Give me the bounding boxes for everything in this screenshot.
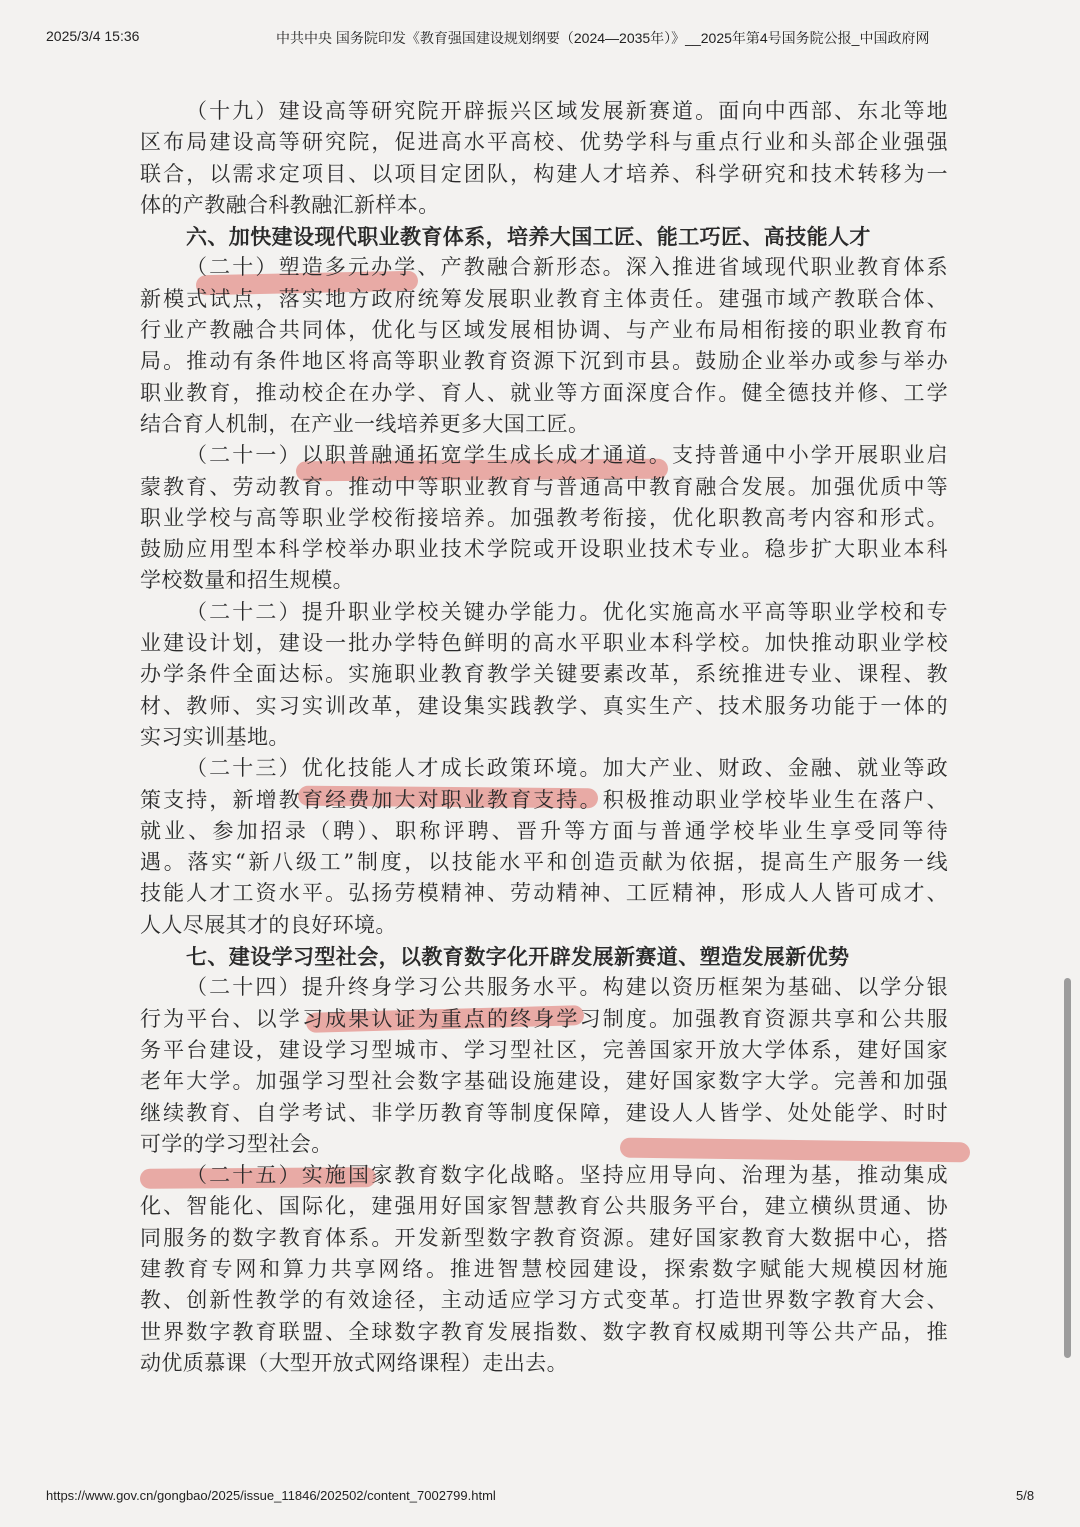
paragraph-line: 行业产教融合共同体，优化与区域发展相协调、与产业布局相衔接的职业教育布 [140,318,948,343]
paragraph-line: 遇。落实“新八级工”制度，以技能水平和创造贡献为依据，提高生产服务一线 [140,850,948,875]
paragraph-line: 策支持，新增教育经费加大对职业教育支持。积极推动职业学校毕业生在落户、 [140,787,948,812]
paragraph-line: （二十一）以职普融通拓宽学生成长成才通道。支持普通中小学开展职业启 [186,443,948,468]
page-number: 5/8 [1016,1488,1035,1503]
paragraph-line: （二十二）提升职业学校关键办学能力。优化实施高水平高等职业学校和专 [186,599,948,624]
paragraph-line: （二十）塑造多元办学、产教融合新形态。深入推进省域现代职业教育体系 [186,255,948,280]
paragraph-line: 业建设计划，建设一批办学特色鲜明的高水平职业本科学校。加快推动职业学校 [140,631,948,656]
paragraph-line: 区布局建设高等研究院，促进高水平高校、优势学科与重点行业和头部企业强强 [140,130,948,155]
paragraph-line: （二十五）实施国家教育数字化战略。坚持应用导向、治理为基，推动集成 [186,1163,948,1188]
paragraph-line: 联合，以需求定项目、以项目定团队，构建人才培养、科学研究和技术转移为一 [140,161,948,186]
paragraph-line: 蒙教育、劳动教育。推动中等职业教育与普通高中教育融合发展。加强优质中等 [140,474,948,499]
paragraph-line: 学校数量和招生规模。 [140,568,354,593]
section-heading: 六、加快建设现代职业教育体系，培养大国工匠、能工巧匠、高技能人才 [186,224,871,250]
paragraph-line: 实习实训基地。 [140,724,290,749]
paragraph-line: 世界数字教育联盟、全球数字教育发展指数、数字教育权威期刊等公共产品，推 [140,1319,948,1344]
paragraph-line: （二十三）优化技能人才成长政策环境。加大产业、财政、金融、就业等政 [186,756,948,781]
paragraph-line: （二十四）提升终身学习公共服务水平。构建以资历框架为基础、以学分银 [186,975,948,1000]
paragraph-line: 人人尽展其才的良好环境。 [140,912,397,937]
paragraph-line: 化、智能化、国际化，建强用好国家智慧教育公共服务平台，建立横纵贯通、协 [140,1194,948,1219]
paragraph-line: 结合育人机制，在产业一线培养更多大国工匠。 [140,411,590,436]
paragraph-line: 建教育专网和算力共享网络。推进智慧校园建设，探索数字赋能大规模因材施 [140,1256,948,1281]
paragraph-line: 办学条件全面达标。实施职业教育教学关键要素改革，系统推进专业、课程、教 [140,662,948,687]
print-page-title: 中共中央 国务院印发《教育强国建设规划纲要（2024—2035年）》__2025年第4号国务院公报_中国政府网 [276,30,930,46]
paragraph-line: 局。推动有条件地区将高等职业教育资源下沉到市县。鼓励企业举办或参与举办 [140,349,948,374]
print-source-url: https://www.gov.cn/gongbao/2025/issue_11846/202502/content_7002799.html [46,1488,496,1503]
document-body [140,96,948,1379]
paragraph-line: 鼓励应用型本科学校举办职业技术学院或开设职业技术专业。稳步扩大职业本科 [140,537,948,562]
paragraph-line: 务平台建设，建设学习型城市、学习型社区，完善国家开放大学体系，建好国家 [140,1037,948,1062]
paragraph-line: 动优质慕课（大型开放式网络课程）走出去。 [140,1350,568,1375]
paragraph-line: 技能人才工资水平。弘扬劳模精神、劳动精神、工匠精神，形成人人皆可成才、 [140,881,948,906]
print-datetime: 2025/3/4 15:36 [46,28,140,44]
paragraph-line: 教、创新性教学的有效途径，主动适应学习方式变革。打造世界数字教育大会、 [140,1288,948,1313]
paragraph-line: 职业教育，推动校企在办学、育人、就业等方面深度合作。健全德技并修、工学 [140,380,948,405]
paragraph-line: 继续教育、自学考试、非学历教育等制度保障，建设人人皆学、处处能学、时时 [140,1100,948,1125]
paragraph-line: 行为平台、以学习成果认证为重点的终身学习制度。加强教育资源共享和公共服 [140,1006,948,1031]
section-heading: 七、建设学习型社会，以教育数字化开辟发展新赛道、塑造发展新优势 [186,944,850,970]
paragraph-line: 材、教师、实习实训改革，建设集实践教学、真实生产、技术服务功能于一体的 [140,693,948,718]
paragraph-line: （十九）建设高等研究院开辟振兴区域发展新赛道。面向中西部、东北等地 [186,99,948,123]
paragraph-line: 体的产教融合科教融汇新样本。 [140,192,440,217]
vertical-scrollbar[interactable] [1064,978,1071,1358]
paragraph-line: 职业学校与高等职业学校衔接培养。加强教考衔接，优化职教高考内容和形式。 [140,505,948,530]
paragraph-line: 新模式试点，落实地方政府统筹发展职业教育主体责任。建强市域产教联合体、 [140,286,948,311]
paragraph-line: 老年大学。加强学习型社会数字基础设施建设，建好国家数字大学。完善和加强 [140,1069,948,1094]
paragraph-line: 可学的学习型社会。 [140,1131,333,1156]
paragraph-line: 就业、参加招录（聘）、职称评聘、晋升等方面与普通学校毕业生享受同等待 [140,818,948,843]
paragraph-line: 同服务的数字教育体系。开发新型数字教育资源。建好国家教育大数据中心，搭 [140,1225,948,1250]
